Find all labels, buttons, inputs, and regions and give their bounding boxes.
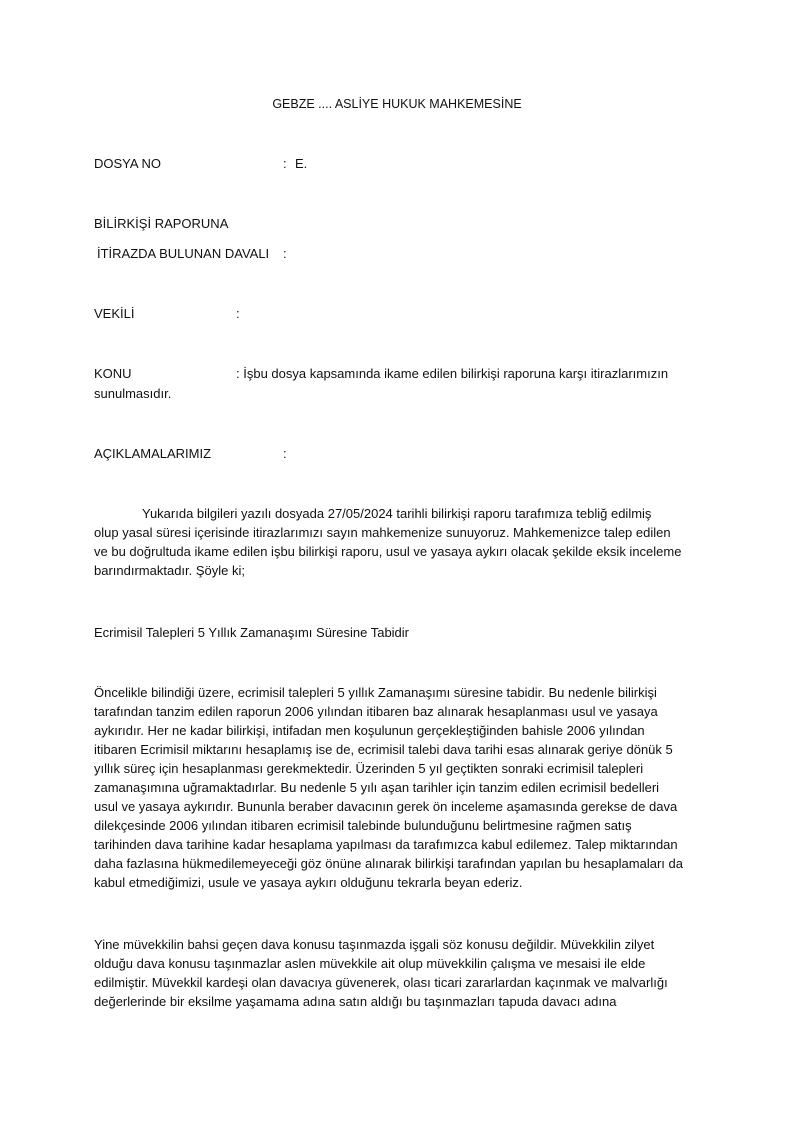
attorney-label: VEKİLİ	[94, 306, 135, 321]
objecting-party-label-line2: İTİRAZDA BULUNAN DAVALI	[97, 246, 270, 261]
paragraph-line: aykırıdır. Her ne kadar bilirkişi, intifadan men koşulunun gerçekleştiğinden bahisle 2006 yılından	[94, 723, 645, 738]
statute-of-limitations-paragraph	[94, 683, 702, 892]
section-heading: Ecrimisil Talepleri 5 Yıllık Zamanaşımı Süresine Tabidir	[94, 625, 410, 640]
paragraph-line: zamanaşımına uğramaktadırlar. Bu nedenle 5 yılı aşan tarihler için tanzim edilen ecrimisil bedelleri	[94, 780, 660, 795]
paragraph-line: olup yasal süresi içerisinde itirazlarımızı sayın mahkemenize sunuyoruz. Mahkemenizce talep edilen	[94, 525, 671, 540]
subject-value-line1: : İşbu dosya kapsamında ikame edilen bilirkişi raporuna karşı itirazlarımızın	[236, 366, 669, 381]
objecting-party-colon: :	[283, 246, 287, 261]
explanations-colon: :	[283, 446, 287, 461]
paragraph-line: tarihinden dava tarihine kadar hesaplama yapılması da tarafımızca kabul edilemez. Talep miktarından	[94, 837, 678, 852]
paragraph-line: usul ve yasaya aykırıdır. Bununla beraber davacının gerek ön inceleme aşamasında gerekse de dava	[94, 799, 678, 814]
subject-label: KONU	[94, 366, 132, 381]
case-number-colon: :	[283, 156, 287, 171]
paragraph-line: itibaren Ecrimisil miktarını hesaplamış ise de, ecrimisil talebi dava tarihi esas alınarak geriye dönük 5	[94, 742, 673, 757]
court-title: GEBZE .... ASLİYE HUKUK MAHKEMESİNE	[272, 97, 522, 111]
paragraph-line: barındırmaktadır. Şöyle ki;	[94, 563, 246, 578]
paragraph-line: daha fazlasına hükmedilemeyeceği göz önüne alınarak bilirkişi tarafından yapılan bu hesaplamaları da	[94, 856, 683, 871]
occupation-paragraph	[94, 935, 702, 1011]
subject-value-line2: sunulmasıdır.	[94, 386, 172, 401]
paragraph-line: Yine müvekkilin bahsi geçen dava konusu taşınmazda işgali söz konusu değildir. Müvekkilin zilyet	[94, 937, 655, 952]
case-number-value: E.	[295, 156, 308, 171]
explanations-label: AÇIKLAMALARIMIZ	[94, 446, 212, 461]
paragraph-line: ve bu doğrultuda ikame edilen işbu bilirkişi raporu, usul ve yasaya aykırı olacak şekilde eksik inceleme	[94, 544, 682, 559]
case-number-label: DOSYA NO	[94, 156, 161, 171]
paragraph-line: Öncelikle bilindiği üzere, ecrimisil talepleri 5 yıllık Zamanaşımı süresine tabidir. Bu nedenle bilirkişi	[94, 685, 657, 700]
paragraph-line: değerlerinde bir eksilme yaşamama adına satın aldığı bu taşınmazları tapuda davacı adına	[94, 994, 617, 1009]
paragraph-line: kabul etmediğimizi, usule ve yasaya aykırı olduğunu tekrarla beyan ederiz.	[94, 875, 523, 890]
attorney-colon: :	[236, 306, 240, 321]
intro-paragraph	[94, 504, 702, 580]
paragraph-line: edilmiştir. Müvekkil kardeşi olan davacıya güvenerek, olası ticari zararlardan kaçınmak ve malvarlığı	[94, 975, 668, 990]
paragraph-line: yıllık süreç için hesaplanması gerekmektedir. Üzerinden 5 yıl geçtikten sonraki ecrimisil talepleri	[94, 761, 644, 776]
paragraph-line: Yukarıda bilgileri yazılı dosyada 27/05/2024 tarihli bilirkişi raporu tarafımıza tebliğ edilmiş	[142, 506, 652, 521]
paragraph-line: dilekçesinde 2006 yılından itibaren ecrimisil talebinde bulunduğunu belirtmesine rağmen satış	[94, 818, 632, 833]
objecting-party-label-line1: BİLİRKİŞİ RAPORUNA	[94, 216, 229, 231]
paragraph-line: olduğu dava konusu taşınmazlar aslen müvekkile ait olup müvekkilin çalışma ve mesaisi ile elde	[94, 956, 646, 971]
paragraph-line: tarafından tanzim edilen raporun 2006 yılından itibaren baz alınarak hesaplanması usul ve yasaya	[94, 704, 658, 719]
